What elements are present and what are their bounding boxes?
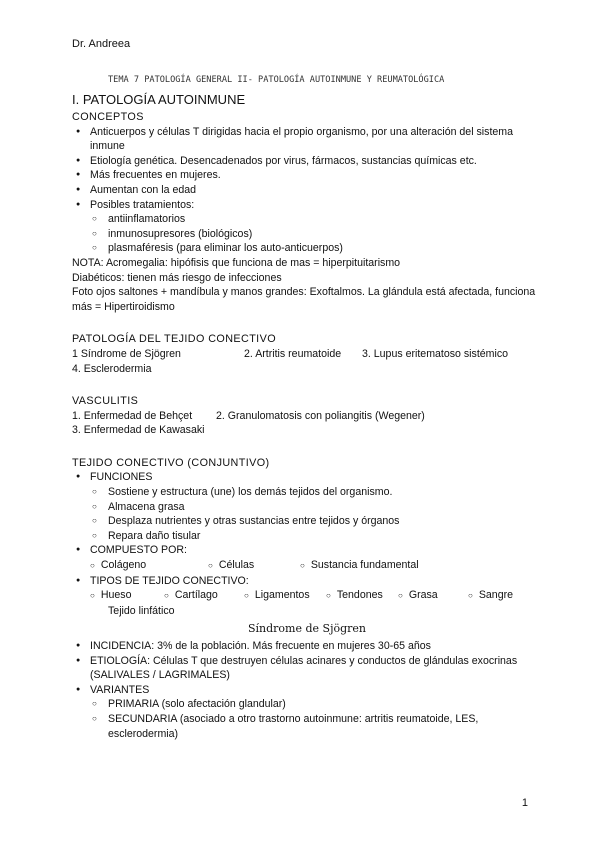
list-item: ● Etiología genética. Desencadenados por virus, fármacos, sustancias químicas etc. [72, 154, 542, 169]
note-line: Foto ojos saltones + mandíbula y manos grandes: Exoftalmos. La glándula está afectada, funciona más = Hipertiroidismo [72, 286, 536, 313]
note-line: Diabéticos: tienen más riesgo de infecciones [72, 271, 282, 284]
section-heading-autoinmune: I. PATOLOGÍA AUTOINMUNE [72, 92, 246, 107]
list-item [72, 543, 542, 558]
sub-list-item: ○ Desplaza nutrientes y otras sustancias entre tejidos y órganos [72, 514, 542, 529]
sub-list-item: ○ SECUNDARIA (asociado a otro trastorno autoinmune: artritis reumatoide, LES, esclerodermia) [72, 712, 542, 741]
variantes-list [72, 697, 542, 741]
tratamientos-label: Posibles tratamientos: [90, 198, 195, 211]
inline-item: ○ Cartílago [164, 588, 244, 604]
document-title: TEMA 7 PATOLOGÍA GENERAL II- PATOLOGÍA AUTOINMUNE Y REUMATOLÓGICA [108, 75, 445, 85]
sub-list-item: ○ Sostiene y estructura (une) los demás tejidos del organismo. [72, 485, 542, 500]
inline-item: ○ Sustancia fundamental [300, 558, 419, 574]
compuesto-row [72, 558, 542, 574]
list-item: ● Más frecuentes en mujeres. [72, 168, 542, 183]
list-entry: 3. Lupus eritematoso sistémico [362, 347, 509, 360]
inline-item: ○ Ligamentos [244, 588, 326, 604]
patologia-tejido-heading: PATOLOGÍA DEL TEJIDO CONECTIVO [72, 333, 276, 346]
funciones-list [72, 485, 542, 543]
tipos-list [72, 574, 542, 589]
compuesto-label: COMPUESTO POR: [90, 544, 187, 557]
funciones-label: FUNCIONES [90, 471, 153, 484]
sub-list-item: ○ antiinflamatorios [72, 212, 542, 227]
sjogren-heading: Síndrome de Sjögren [247, 622, 366, 636]
variantes-label: VARIANTES [90, 683, 150, 696]
tratamientos-list [72, 212, 542, 256]
note-line: NOTA: Acromegalia: hipófisis que funciona de mas = hiperpituitarismo [72, 256, 401, 269]
inline-item: ○ Sangre [468, 588, 513, 604]
inline-item: ○ Células [208, 558, 300, 574]
tejido-conectivo-heading: TEJIDO CONECTIVO (CONJUNTIVO) [72, 456, 270, 469]
vasculitis-row [72, 409, 542, 424]
list-item [72, 470, 542, 543]
patologia-row [72, 347, 542, 362]
list-item: ● INCIDENCIA: 3% de la población. Más frecuente en mujeres 30-65 años [72, 639, 542, 654]
conceptos-list [72, 125, 542, 256]
sjogren-list [72, 639, 542, 741]
list-entry: 2. Granulomatosis con poliangitis (Wegener) [216, 409, 425, 422]
list-entry: 4. Esclerodermia [72, 362, 152, 375]
conceptos-heading: CONCEPTOS [72, 111, 144, 123]
list-item [72, 198, 542, 256]
tipos-row [72, 588, 542, 604]
inline-item: ○ Hueso [90, 588, 164, 604]
sub-list-item: ○ Almacena grasa [72, 500, 542, 515]
tejido-list [72, 470, 542, 558]
sub-list-item: ○ PRIMARIA (solo afectación glandular) [72, 697, 542, 712]
list-item: ● ETIOLOGÍA: Células T que destruyen células acinares y conductos de glándulas exocrinas (SALIVALES / LAGRIMALES) [72, 654, 542, 683]
list-entry: 2. Artritis reumatoide [244, 347, 342, 360]
list-item: ● TIPOS DE TEJIDO CONECTIVO: [72, 574, 542, 589]
inline-item: ○ Grasa [398, 588, 468, 604]
list-item: ● Anticuerpos y células T dirigidas hacia el propio organismo, por una alteración del sistema inmune [72, 125, 542, 154]
list-item: ● Aumentan con la edad [72, 183, 542, 198]
list-entry: 1 Síndrome de Sjögren [72, 347, 181, 360]
vasculitis-heading: VASCULITIS [72, 395, 139, 408]
sub-list-item: ○ Repara daño tisular [72, 529, 542, 544]
list-entry: 3. Enfermedad de Kawasaki [72, 424, 205, 437]
list-item [72, 683, 542, 741]
page-number: 1 [521, 797, 528, 809]
inline-item: ○ Colágeno [90, 558, 208, 574]
author-header: Dr. Andreea [72, 38, 131, 50]
inline-item: ○ Tendones [326, 588, 398, 604]
sub-list-item: ○ plasmaféresis (para eliminar los auto-anticuerpos) [72, 241, 542, 256]
sub-list-item: ○ inmunosupresores (biológicos) [72, 227, 542, 242]
inline-item: Tejido linfático [108, 604, 175, 617]
document-content [72, 92, 542, 741]
list-entry: 1. Enfermedad de Behçet [72, 409, 193, 422]
